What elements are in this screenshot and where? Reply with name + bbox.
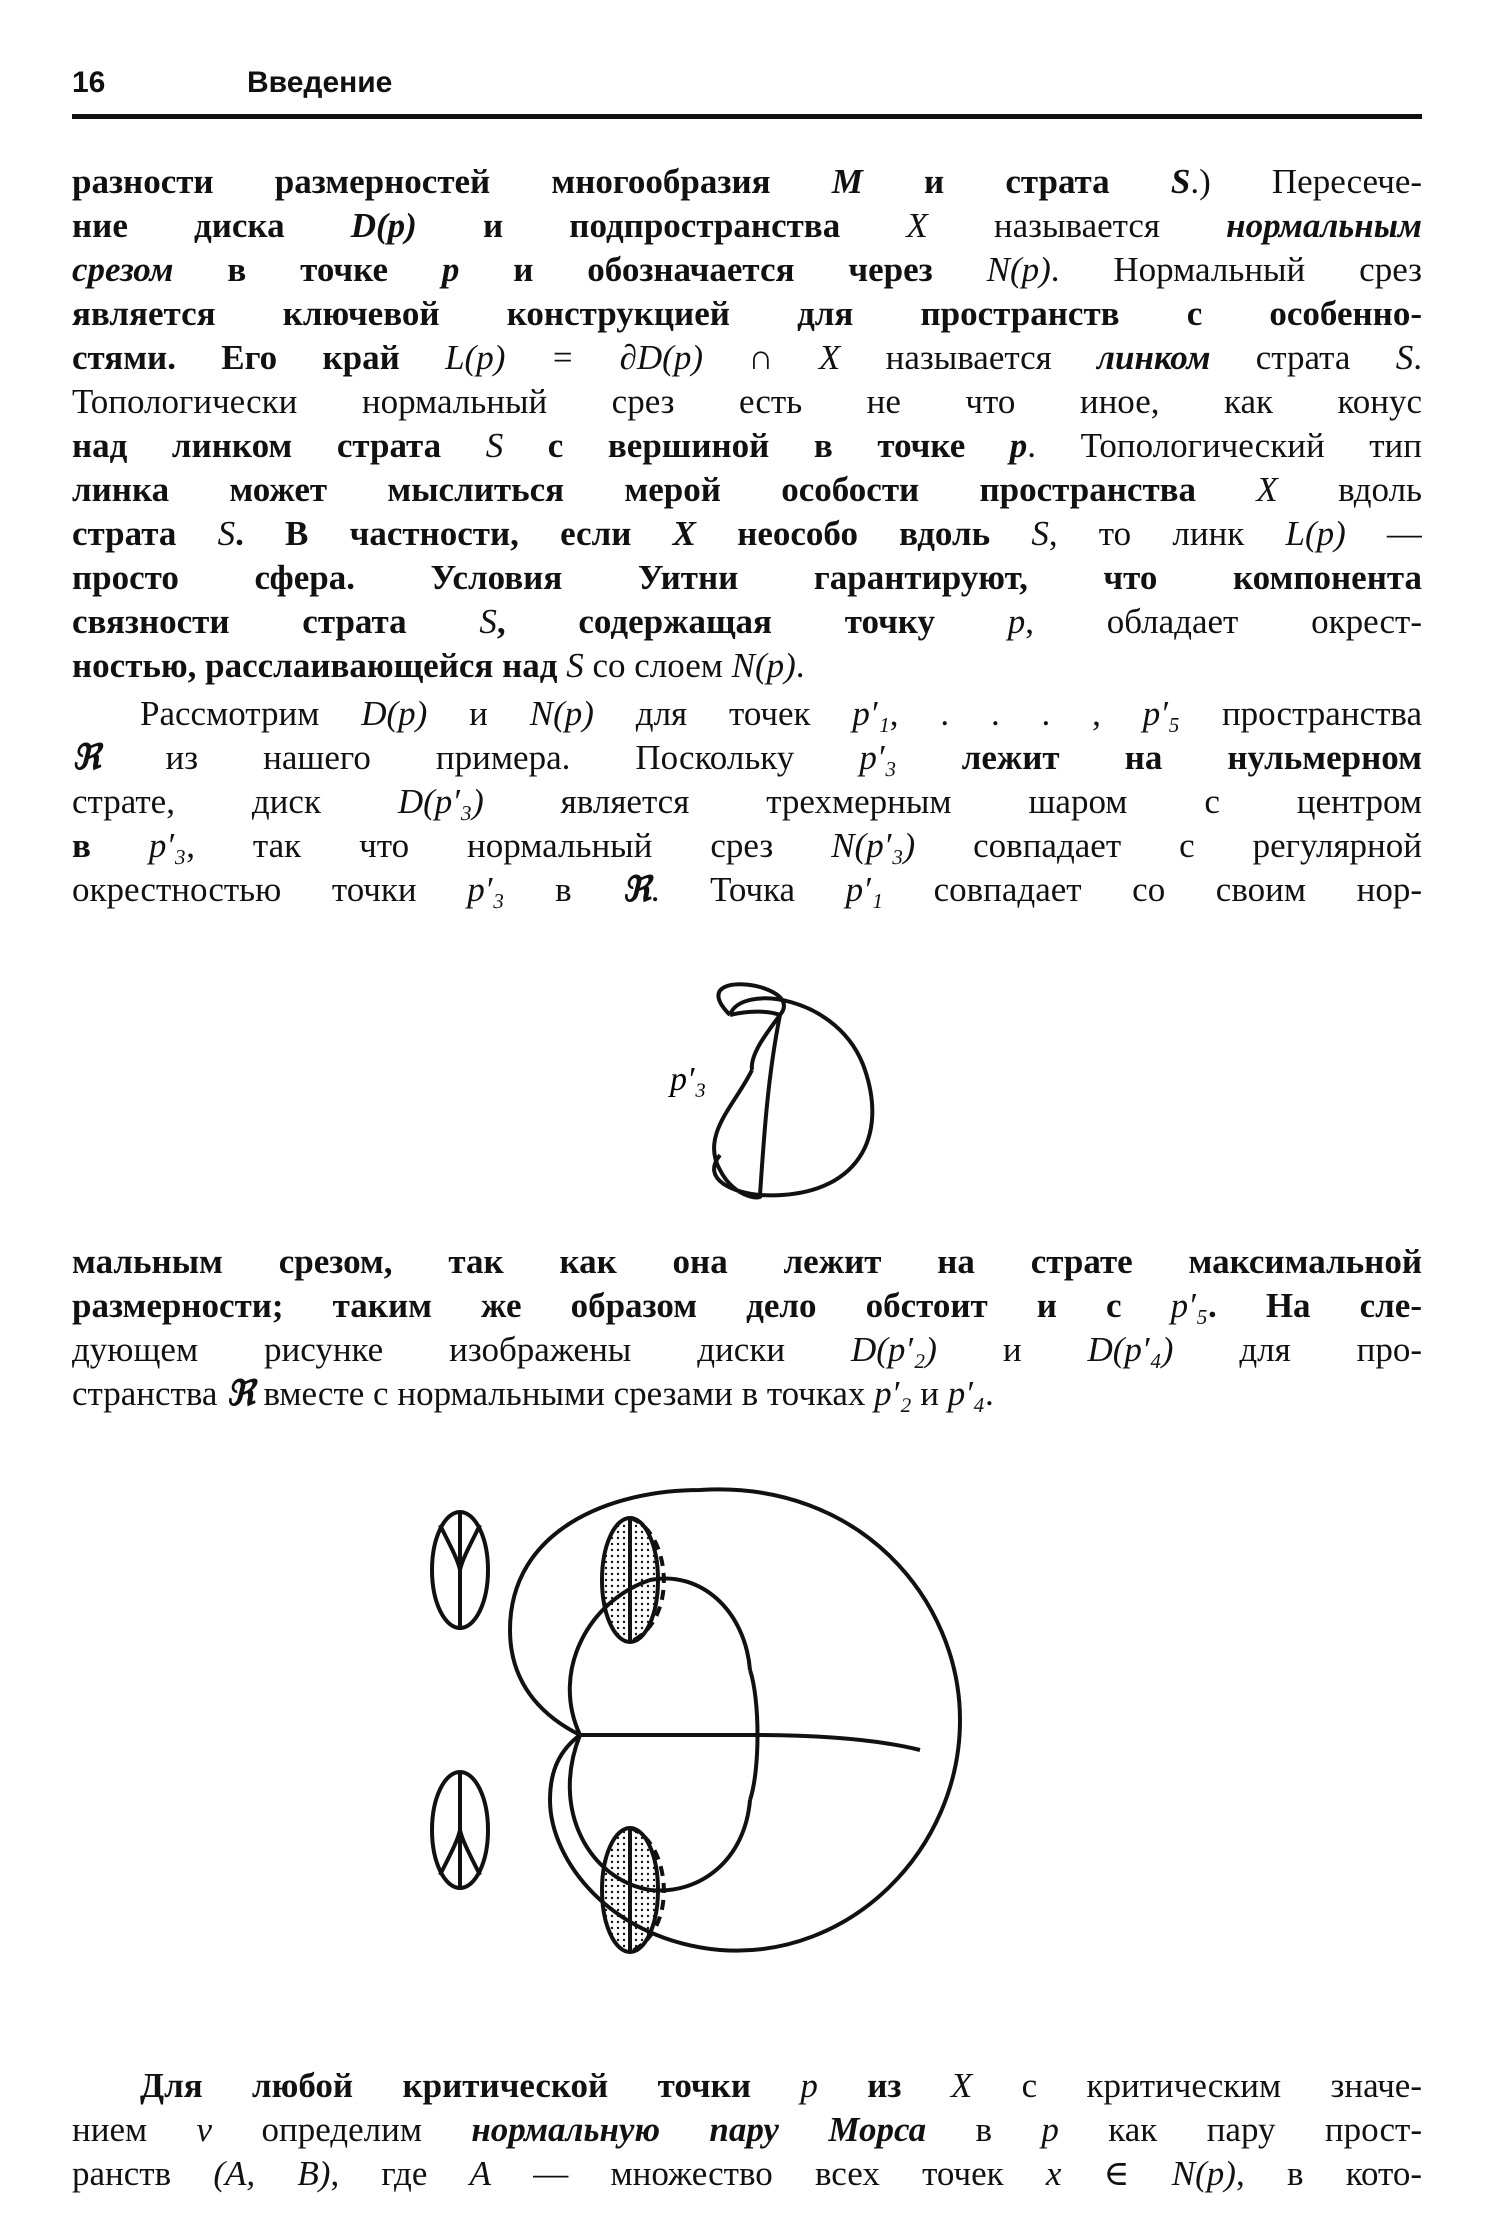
figure-1-lower-lobe <box>714 1070 761 1197</box>
text-line: страте, диск D(p′₃) является трехмерным шаром с центром <box>72 782 1422 821</box>
text-line: стями. Его край L(p) = ∂D(p) ∩ X называется линком страта S. <box>72 338 1422 377</box>
text-line: странства ℜ вместе с нормальными срезами в точках p′₂ и p′₄. <box>72 1374 994 1413</box>
text-line: линка может мыслиться мерой особости пространства X вдоль <box>72 470 1422 509</box>
text-line: является ключевой конструкцией для пространств с особенно- <box>72 294 1422 333</box>
inner-upper-arc <box>570 1578 750 1735</box>
figure-1-cap <box>730 1012 780 1015</box>
text-line: ранств (A, B), где A — множество всех точек x ∈ N(p), в кото- <box>72 2154 1422 2193</box>
text-line: размерности; таким же образом дело обстоит и с p′₅. На сле- <box>72 1286 1422 1325</box>
figure-1 <box>640 975 900 1215</box>
small-disk-top <box>432 1512 488 1630</box>
text-line: дующем рисунке изображены диски D(p′₂) и D(p′₄) для про- <box>72 1330 1422 1369</box>
figure-1-label: p′₃ <box>670 1061 707 1098</box>
text-line: мальным срезом, так как она лежит на страте максимальной <box>72 1242 1422 1281</box>
text-line: нием v определим нормальную пару Морса в p как пару прост- <box>72 2110 1422 2149</box>
text-line: Топологически нормальный срез есть не что иное, как конус <box>72 382 1422 421</box>
text-line: ние диска D(p) и подпространства X называется нормальным <box>72 206 1422 245</box>
text-line: ℜ из нашего примера. Поскольку p′₃ лежит на нульмерном <box>72 738 1422 777</box>
text-line: просто сфера. Условия Уитни гарантируют, что компонента <box>72 558 1422 597</box>
text-line: срезом в точке p и обозначается через N(p). Нормальный срез <box>72 250 1422 289</box>
paragraph-1 <box>72 160 1422 688</box>
text-line: страта S. В частности, если X неособо вдоль S, то линк L(p) — <box>72 514 1422 553</box>
page-number: 16 <box>72 66 106 99</box>
page-header <box>72 60 1422 110</box>
text-line: над линком страта S с вершиной в точке p. Топологический тип <box>72 426 1422 465</box>
text-line: Рассмотрим D(p) и N(p) для точек p′₁, . . . , p′₅ пространства <box>140 694 1422 733</box>
paragraph-2 <box>72 692 1422 912</box>
text-line: разности размерностей многообразия M и страта S.) Пересече- <box>72 162 1422 201</box>
text-line: ностью, расслаивающейся над S со слоем N(p). <box>72 646 805 685</box>
upper-normal-slice <box>602 1518 664 1642</box>
text-line: Для любой критической точки p из X с критическим значе- <box>140 2066 1422 2105</box>
paragraph-3 <box>72 1240 1422 1416</box>
text-line: окрестностью точки p′₃ в ℜ. Точка p′₁ совпадает со своим нор- <box>72 870 1422 909</box>
small-disk-bottom <box>432 1772 488 1890</box>
running-head: Введение <box>247 66 393 99</box>
paragraph-4 <box>72 2064 1422 2196</box>
figure-2 <box>400 1470 1040 1990</box>
text-line: связности страта S, содержащая точку p, обладает окрест- <box>72 602 1422 641</box>
large-disk-outer <box>510 1489 960 1950</box>
header-rule <box>72 114 1422 119</box>
text-line: в p′₃, так что нормальный срез N(p′₃) совпадает с регулярной <box>72 826 1422 865</box>
middle-horizontal <box>580 1735 920 1750</box>
